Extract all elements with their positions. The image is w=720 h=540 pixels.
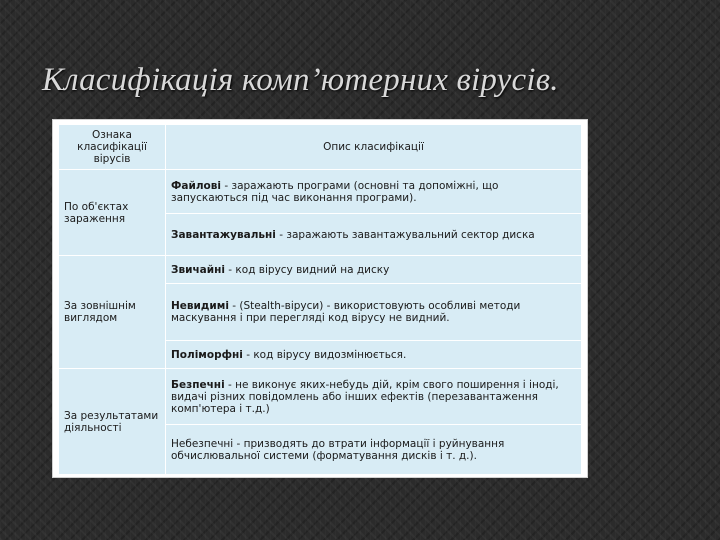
type-term: Звичайні — [171, 263, 225, 276]
type-description: Небезпечні - призводять до втрати інформації і руйнування обчислювальної системи (форматування дисків і т. д.). — [171, 437, 505, 462]
type-cell-stealth — [166, 284, 582, 341]
type-description: - код вірусу видозмінюється. — [242, 348, 407, 361]
type-description: - заражають завантажувальний сектор диска — [275, 228, 535, 241]
type-cell-ordinary — [166, 256, 582, 284]
header-criterion: Ознака класифікації вірусів — [59, 125, 166, 170]
type-term: Файлові — [171, 179, 222, 192]
type-term: Завантажувальні — [171, 228, 276, 241]
type-term: Безпечні — [171, 378, 225, 391]
table-header-row — [59, 125, 582, 170]
type-cell-safe — [166, 369, 582, 425]
table-row — [59, 256, 582, 284]
slide-title: Класифікація комп’ютерних вірусів. — [42, 62, 559, 98]
criterion-cell-appearance: За зовнішнім виглядом — [59, 256, 166, 369]
table-row — [59, 369, 582, 425]
type-term: Невидимі — [171, 300, 229, 312]
type-description: - код вірусу видний на диску — [224, 263, 390, 276]
criterion-cell-results: За результатами діяльності — [59, 369, 166, 475]
criterion-cell-infection-objects: По об'єктах зараження — [59, 170, 166, 256]
table-row — [59, 170, 582, 214]
header-description: Опис класифікації — [166, 125, 582, 170]
type-cell-polymorphic — [166, 341, 582, 369]
type-cell-dangerous — [166, 425, 582, 475]
classification-table — [58, 124, 582, 475]
type-description: - (Stealth-віруси) - використовують особливі методи маскування і при перегляді код вірусу не видний. — [171, 300, 521, 324]
type-cell-boot — [166, 214, 582, 256]
type-description: - заражають програми (основні та допоміжні, що запускаються під час виконання програми). — [171, 179, 499, 204]
classification-table-frame — [52, 119, 588, 478]
type-description: - не виконує яких-небудь дій, крім свого поширення і іноді, видачі різних повідомлень або інших ефектів (перезавантаження комп'ютера і т.д.) — [171, 378, 559, 415]
type-cell-file — [166, 170, 582, 214]
type-term: Поліморфні — [171, 348, 243, 361]
